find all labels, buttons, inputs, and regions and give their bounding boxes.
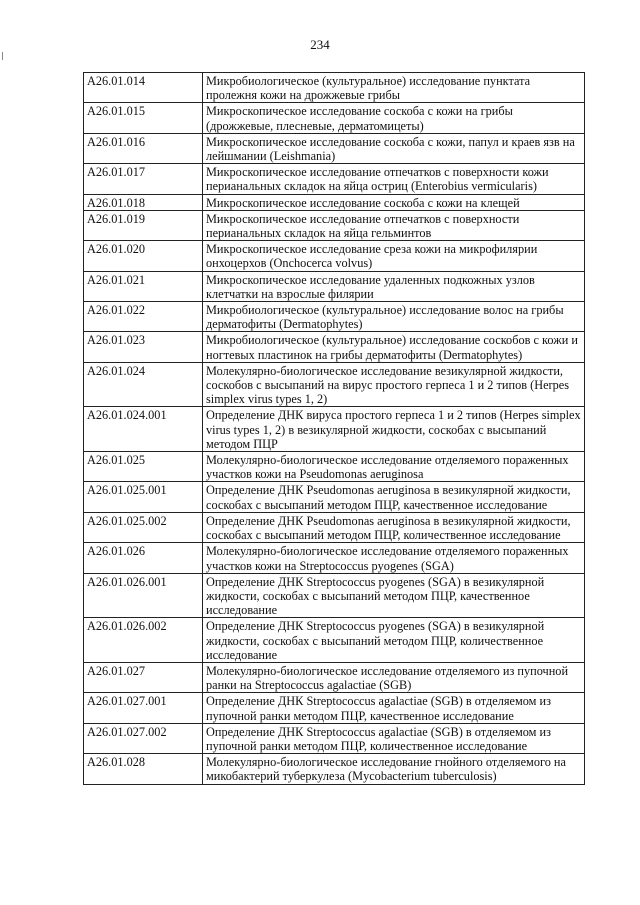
table-row — [84, 164, 585, 194]
service-description: Молекулярно-биологическое исследование везикулярной жидкости, соскобов с высыпаний на вирус простого герпеса 1 и 2 типов (Herpes simplex virus types 1, 2) — [203, 362, 585, 407]
service-description: Молекулярно-биологическое исследование отделяемого пораженных участков кожи на Pseudomonas aeruginosa — [203, 452, 585, 482]
service-code: A26.01.025 — [84, 452, 203, 482]
service-code: A26.01.028 — [84, 754, 203, 784]
table-row — [84, 618, 585, 663]
service-code: A26.01.026 — [84, 543, 203, 573]
table-row — [84, 662, 585, 692]
service-description: Микроскопическое исследование соскоба с кожи на клещей — [203, 194, 585, 210]
service-description: Микроскопическое исследование отпечатков с поверхности кожи перианальных складок на яйца остриц (Enterobius vermicularis) — [203, 164, 585, 194]
service-code: A26.01.027.001 — [84, 693, 203, 723]
table-row — [84, 133, 585, 163]
table-row — [84, 332, 585, 362]
table-row — [84, 103, 585, 133]
table-row — [84, 482, 585, 512]
table-row — [84, 754, 585, 784]
service-description: Микроскопическое исследование среза кожи на микрофилярии онхоцерхов (Onchocerca volvus) — [203, 241, 585, 271]
service-code: A26.01.027 — [84, 662, 203, 692]
service-code: A26.01.022 — [84, 302, 203, 332]
table-row — [84, 693, 585, 723]
service-description: Определение ДНК вируса простого герпеса 1 и 2 типов (Herpes simplex virus types 1, 2) в везикулярной жидкости, соскобах с высыпаний методом ПЦР — [203, 407, 585, 452]
table-row — [84, 543, 585, 573]
service-code: A26.01.027.002 — [84, 723, 203, 753]
service-code: A26.01.016 — [84, 133, 203, 163]
service-code: A26.01.023 — [84, 332, 203, 362]
table-row — [84, 407, 585, 452]
service-description: Микроскопическое исследование удаленных подкожных узлов клетчатки на взрослые филярии — [203, 271, 585, 301]
table-row — [84, 452, 585, 482]
service-code: A26.01.024.001 — [84, 407, 203, 452]
service-description: Определение ДНК Streptococcus agalactiae (SGB) в отделяемом из пупочной ранки методом ПЦР, качественное исследование — [203, 693, 585, 723]
table-row — [84, 512, 585, 542]
service-description: Микробиологическое (культуральное) исследование волос на грибы дерматофиты (Dermatophytes) — [203, 302, 585, 332]
service-code: A26.01.019 — [84, 210, 203, 240]
service-description: Определение ДНК Streptococcus pyogenes (SGA) в везикулярной жидкости, соскобах с высыпаний методом ПЦР, качественное исследование — [203, 573, 585, 618]
service-code: A26.01.020 — [84, 241, 203, 271]
table-row — [84, 194, 585, 210]
service-description: Микробиологическое (культуральное) исследование пунктата пролежня кожи на дрожжевые грибы — [203, 73, 585, 103]
service-code: A26.01.026.001 — [84, 573, 203, 618]
table-row — [84, 210, 585, 240]
services-table — [83, 72, 585, 785]
table-row — [84, 73, 585, 103]
service-description: Микроскопическое исследование соскоба с кожи, папул и краев язв на лейшмании (Leishmania) — [203, 133, 585, 163]
service-code: A26.01.015 — [84, 103, 203, 133]
table-row — [84, 302, 585, 332]
scan-margin-mark — [2, 52, 3, 60]
service-code: A26.01.026.002 — [84, 618, 203, 663]
service-code: A26.01.025.001 — [84, 482, 203, 512]
service-description: Определение ДНК Pseudomonas aeruginosa в везикулярной жидкости, соскобах с высыпаний методом ПЦР, качественное исследование — [203, 482, 585, 512]
service-code: A26.01.025.002 — [84, 512, 203, 542]
service-code: A26.01.018 — [84, 194, 203, 210]
service-code: A26.01.014 — [84, 73, 203, 103]
table-row — [84, 362, 585, 407]
services-table-body — [84, 73, 585, 785]
service-description: Определение ДНК Streptococcus pyogenes (SGA) в везикулярной жидкости, соскобах с высыпаний методом ПЦР, количественное исследование — [203, 618, 585, 663]
page-number: 234 — [310, 37, 330, 52]
service-description: Определение ДНК Streptococcus agalactiae (SGB) в отделяемом из пупочной ранки методом ПЦР, количественное исследование — [203, 723, 585, 753]
table-row — [84, 573, 585, 618]
table-row — [84, 271, 585, 301]
table-row — [84, 241, 585, 271]
service-code: A26.01.024 — [84, 362, 203, 407]
service-description: Микроскопическое исследование отпечатков с поверхности перианальных складок на яйца гельминтов — [203, 210, 585, 240]
service-code: A26.01.017 — [84, 164, 203, 194]
service-description: Микробиологическое (культуральное) исследование соскобов с кожи и ногтевых пластинок на грибы дерматофиты (Dermatophytes) — [203, 332, 585, 362]
service-code: A26.01.021 — [84, 271, 203, 301]
service-description: Микроскопическое исследование соскоба с кожи на грибы (дрожжевые, плесневые, дерматомицеты) — [203, 103, 585, 133]
service-description: Молекулярно-биологическое исследование отделяемого из пупочной ранки на Streptococcus agalactiae (SGB) — [203, 662, 585, 692]
table-row — [84, 723, 585, 753]
service-description: Молекулярно-биологическое исследование гнойного отделяемого на микобактерий туберкулеза (Mycobacterium tuberculosis) — [203, 754, 585, 784]
service-description: Определение ДНК Pseudomonas aeruginosa в везикулярной жидкости, соскобах с высыпаний методом ПЦР, количественное исследование — [203, 512, 585, 542]
service-description: Молекулярно-биологическое исследование отделяемого пораженных участков кожи на Streptococcus pyogenes (SGA) — [203, 543, 585, 573]
